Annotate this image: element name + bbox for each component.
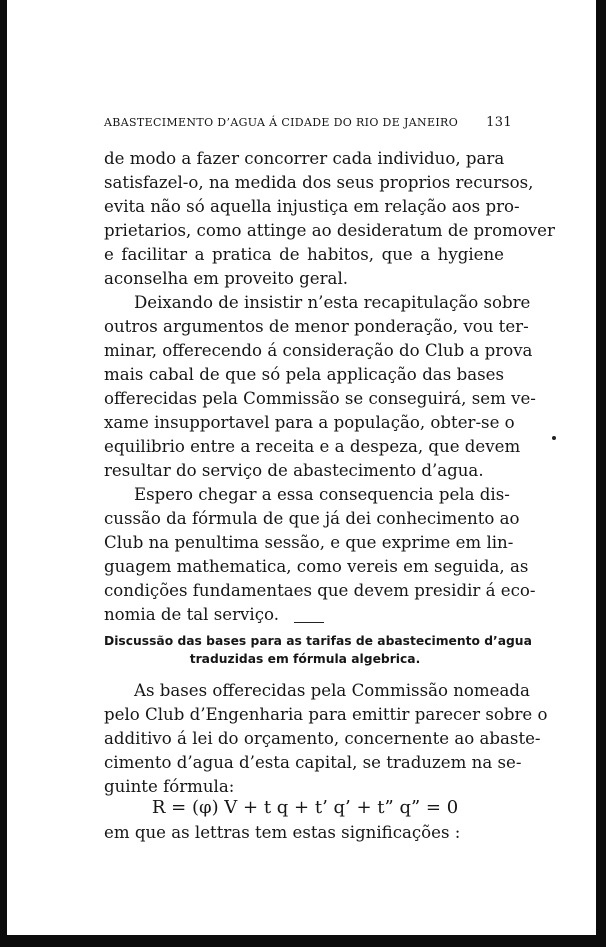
text-line: cussão da fórmula de que já dei conhecimento ao — [104, 509, 520, 528]
text-line: Espero chegar a essa consequencia pela dis- — [134, 485, 510, 504]
text-line: Deixando de insistir n’esta recapitulação sobre — [134, 293, 531, 312]
text-line: nomia de tal serviço. — [104, 605, 279, 624]
text-line: e facilitar a pratica de habitos, que a hygiene — [104, 245, 504, 264]
text-line: prietarios, como attinge ao desideratum de promover — [104, 221, 555, 240]
formula: R = (φ) V + t q + t’ q’ + t” q” = 0 — [151, 797, 459, 818]
scan-border-right — [596, 0, 606, 947]
text-line: minar, offerecendo á consideração do Club a prova — [104, 341, 533, 360]
text-line: cimento d’agua d’esta capital, se traduzem na se- — [104, 753, 522, 772]
text-line: guagem mathematica, como vereis em seguida, as — [104, 557, 529, 576]
text-line: evita não só aquella injustiça em relação aos pro- — [104, 197, 520, 216]
text-line: resultar do serviço de abastecimento d’agua. — [104, 461, 484, 480]
section-heading: Discussão das bases para as tarifas de abastecimento d’agua — [104, 634, 532, 648]
text-line: aconselha em proveito geral. — [104, 269, 349, 288]
scan-speck — [552, 436, 556, 440]
text-line: additivo á lei do orçamento, concernente ao abaste- — [104, 729, 541, 748]
section-heading-line2: traduzidas em fórmula algebrica. — [189, 652, 421, 666]
scan-border-left — [0, 0, 7, 947]
page-number: 131 — [486, 115, 512, 130]
running-header — [104, 116, 512, 134]
text-line: de modo a fazer concorrer cada individuo, para — [104, 149, 505, 168]
text-line: Club na penultima sessão, e que exprime em lin- — [104, 533, 514, 552]
text-line: condições fundamentaes que devem presidir á eco- — [104, 581, 536, 600]
section-divider — [294, 622, 324, 623]
text-line: As bases offerecidas pela Commissão nomeada — [134, 681, 530, 700]
text-line: offerecidas pela Commissão se conseguirá, sem ve- — [104, 389, 536, 408]
text-line: pelo Club d’Engenharia para emittir parecer sobre o — [104, 705, 548, 724]
text-line: satisfazel-o, na medida dos seus proprios recursos, — [104, 173, 534, 192]
text-line: em que as lettras tem estas significações : — [104, 823, 461, 842]
text-line: mais cabal de que só pela applicação das bases — [104, 365, 504, 384]
running-title: ABASTECIMENTO D’AGUA Á CIDADE DO RIO DE JANEIRO — [104, 116, 459, 129]
text-line: equilibrio entre a receita e a despeza, que devem — [104, 437, 521, 456]
text-line: outros argumentos de menor ponderação, vou ter- — [104, 317, 529, 336]
scan-border-bottom — [0, 935, 606, 947]
text-line: guinte fórmula: — [104, 777, 235, 796]
text-line: xame insupportavel para a população, obter-se o — [104, 413, 515, 432]
